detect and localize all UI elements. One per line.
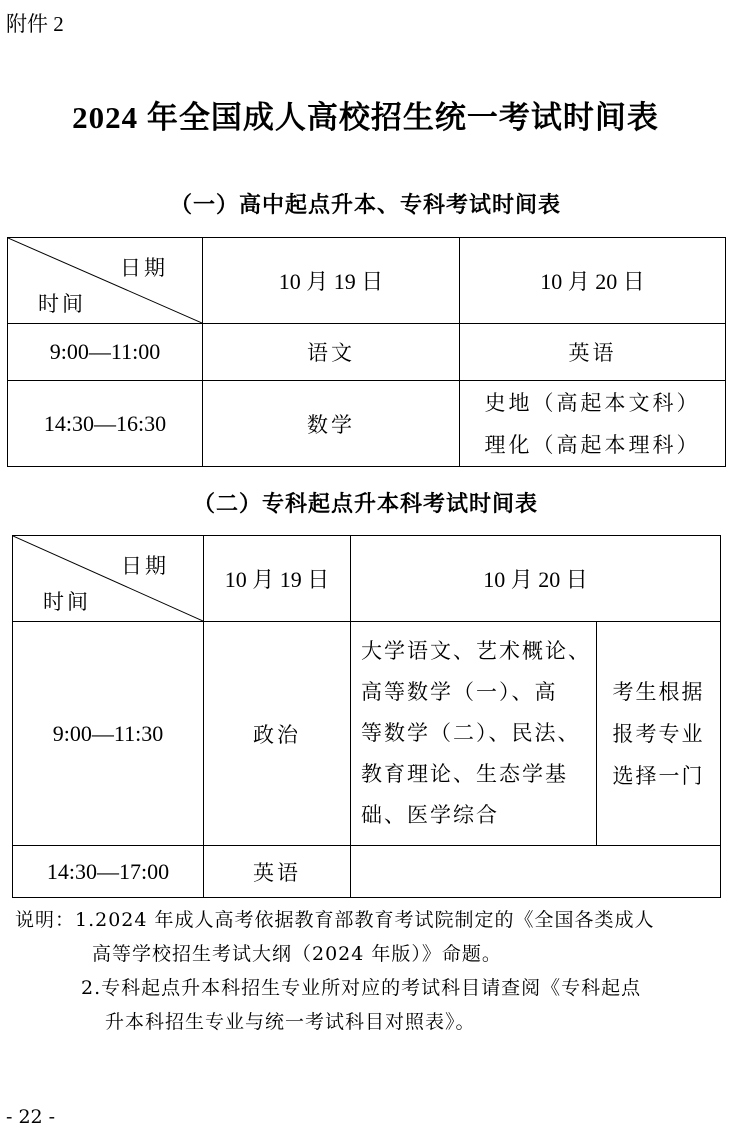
note-line: 选择一门 — [612, 763, 705, 788]
subject-line: 高等数学（一）、高 — [361, 680, 558, 704]
header-time-label: 时间 — [43, 590, 91, 614]
subject-line: 大学语文、艺术概论、 — [361, 639, 591, 663]
exam-schedule-table-2 — [12, 535, 721, 898]
time-cell: 14:30—16:30 — [8, 381, 203, 467]
attachment-label: 附件 2 — [6, 12, 64, 36]
subject-cell — [460, 381, 726, 467]
diagonal-header-cell — [13, 536, 204, 622]
time-cell: 14:30—17:00 — [13, 846, 204, 898]
header-time-label: 时间 — [38, 292, 86, 316]
note-line-2b: 升本科招生专业与统一考试科目对照表》。 — [105, 1011, 476, 1033]
diagonal-header-cell — [8, 238, 203, 324]
header-date-label: 日期 — [121, 554, 169, 578]
subject-line: 理化（高起本理科） — [484, 432, 701, 457]
note-line-2: 2.专科起点升本科招生专业所对应的考试科目请查阅《专科起点 — [81, 977, 642, 999]
subject-cell: 语文 — [203, 324, 460, 381]
notes-section — [15, 903, 655, 1039]
table-row — [13, 846, 721, 898]
choice-note-cell — [597, 622, 721, 846]
note-line: 报考专业 — [612, 721, 705, 746]
table2-title: （二）专科起点升本科考试时间表 — [192, 491, 538, 516]
subject-cell: 数学 — [203, 381, 460, 467]
subject-line: 教育理论、生态学基 — [361, 762, 568, 786]
subject-list-cell — [351, 622, 597, 846]
empty-cell — [351, 846, 721, 898]
table-header-row — [8, 238, 726, 324]
table-row — [13, 622, 721, 846]
page-number: - 22 - — [6, 1106, 56, 1128]
subject-line: 史地（高起本文科） — [484, 390, 701, 415]
note-line-1b: 高等学校招生考试大纲（2024 年版）》命题。 — [92, 943, 502, 965]
header-day1: 10 月 19 日 — [203, 238, 460, 324]
table-row — [8, 324, 726, 381]
diagonal-line — [13, 536, 203, 621]
subject-cell: 政治 — [204, 622, 351, 846]
table-row — [8, 381, 726, 467]
page-title: 2024 年全国成人高校招生统一考试时间表 — [72, 100, 659, 135]
note-line-1: 说明：1.2024 年成人高考依据教育部教育考试院制定的《全国各类成人 — [15, 909, 655, 931]
subject-cell: 英语 — [460, 324, 726, 381]
subject-line: 础、医学综合 — [361, 803, 499, 827]
header-day2: 10 月 20 日 — [351, 536, 721, 622]
time-cell: 9:00—11:30 — [13, 622, 204, 846]
time-cell: 9:00—11:00 — [8, 324, 203, 381]
header-day2: 10 月 20 日 — [460, 238, 726, 324]
exam-schedule-table-1 — [7, 237, 726, 467]
table-header-row — [13, 536, 721, 622]
subject-line: 等数学（二）、民法、 — [361, 721, 581, 745]
header-day1: 10 月 19 日 — [204, 536, 351, 622]
note-line: 考生根据 — [612, 679, 705, 704]
table1-title: （一）高中起点升本、专科考试时间表 — [169, 192, 561, 217]
subject-cell: 英语 — [204, 846, 351, 898]
header-date-label: 日期 — [120, 256, 168, 280]
